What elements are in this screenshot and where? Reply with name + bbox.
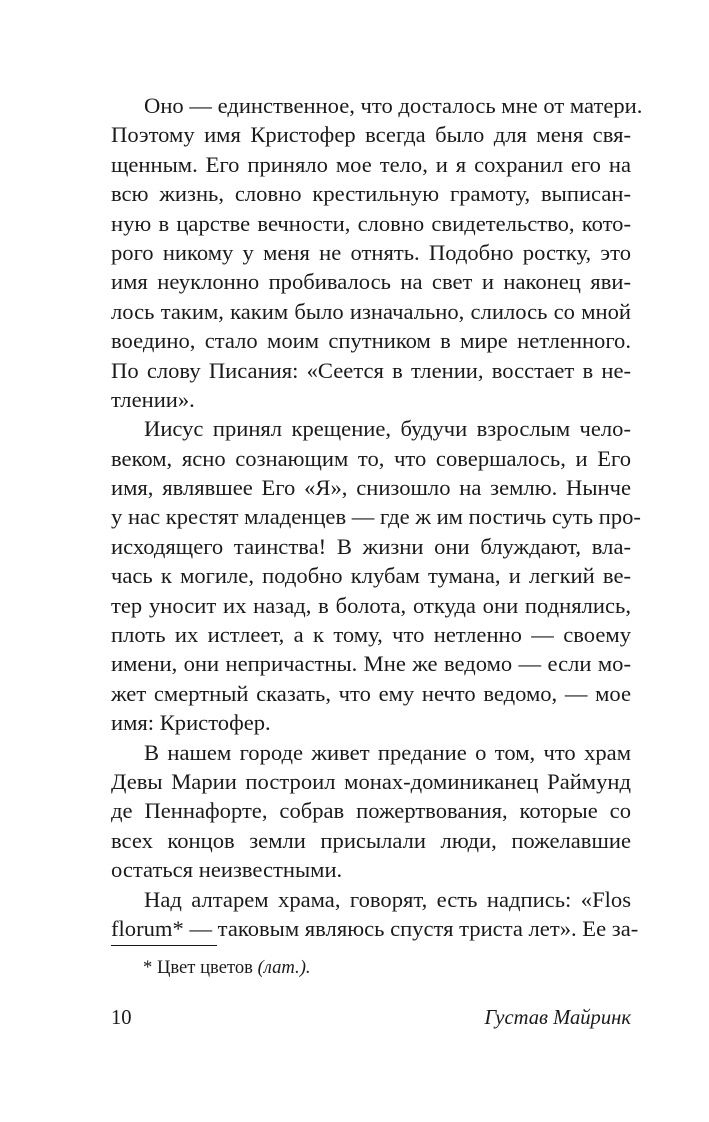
text-line: имя неуклонно пробивалось на свет и наконец яви- (111, 269, 631, 295)
text-line: воедино, стало моим спутником в мире нетленного. (111, 328, 631, 354)
text-line: В нашем городе живет предание о том, что храм (144, 739, 631, 765)
footnote (143, 955, 311, 981)
text-line: имени, они непричастны. Мне же ведомо — если мо- (111, 651, 631, 677)
main-text (111, 91, 643, 943)
text-line: имя: Кристофер. (111, 710, 271, 736)
text-line: тлении». (111, 386, 195, 412)
text-line: тер уносит их назад, в болота, откуда они поднялись, (111, 592, 631, 618)
text-line: имя, являвшее Его «Я», снизошло на землю. Нынче (111, 475, 631, 501)
text-line: всю жизнь, словно крестильную грамоту, выписан- (111, 181, 631, 207)
text-line: де Пеннафорте, собрав пожертвования, которые со (111, 798, 631, 824)
text-line: Девы Марии построил монах-доминиканец Раймунд (111, 768, 631, 794)
text-line: у нас крестят младенцев — где ж им постичь суть про- (111, 504, 641, 530)
running-footer-author: Густав Майринк (484, 1007, 631, 1029)
text-line: лось таким, каким было изначально, слилось со мной (111, 298, 631, 324)
footnote-divider (111, 945, 217, 946)
text-line: остаться неизвестными. (111, 857, 343, 883)
text-line: исходящего таинства! В жизни они блуждают, вла- (111, 533, 631, 559)
text-line: Поэтому имя Кристофер всегда было для меня свя- (111, 122, 631, 148)
text-line: щенным. Его приняло мое тело, и я сохранил его на (111, 151, 631, 177)
text-line: Над алтарем храма, говорят, есть надпись: «Flos (144, 886, 631, 912)
text-line: ную в царстве вечности, словно свидетельство, кото- (111, 210, 631, 236)
text-line: По слову Писания: «Сеется в тлении, восстает в не- (111, 357, 631, 383)
footnote-text: * Цвет цветов (143, 957, 253, 978)
footnote-language-note: (лат.). (257, 957, 311, 978)
text-line: всех концов земли присылали люди, пожелавшие (111, 827, 631, 853)
text-line: florum* — таковым являюсь спустя триста лет». Ее за- (111, 915, 639, 941)
text-line: жет смертный сказать, что ему нечто ведомо, — мое (111, 680, 631, 706)
text-line: веком, ясно сознающим то, что совершалось, и Его (111, 445, 631, 471)
page-number: 10 (111, 1007, 132, 1029)
text-line: Оно — единственное, что досталось мне от матери. (144, 93, 643, 118)
text-line: Иисус принял крещение, будучи взрослым чело- (144, 416, 631, 442)
text-line: плоть их истлеет, а к тому, что нетленно — своему (111, 622, 631, 648)
text-line: рого никому у меня не отнять. Подобно ростку, это (111, 239, 631, 265)
text-line: чась к могиле, подобно клубам тумана, и легкий ве- (111, 563, 631, 589)
